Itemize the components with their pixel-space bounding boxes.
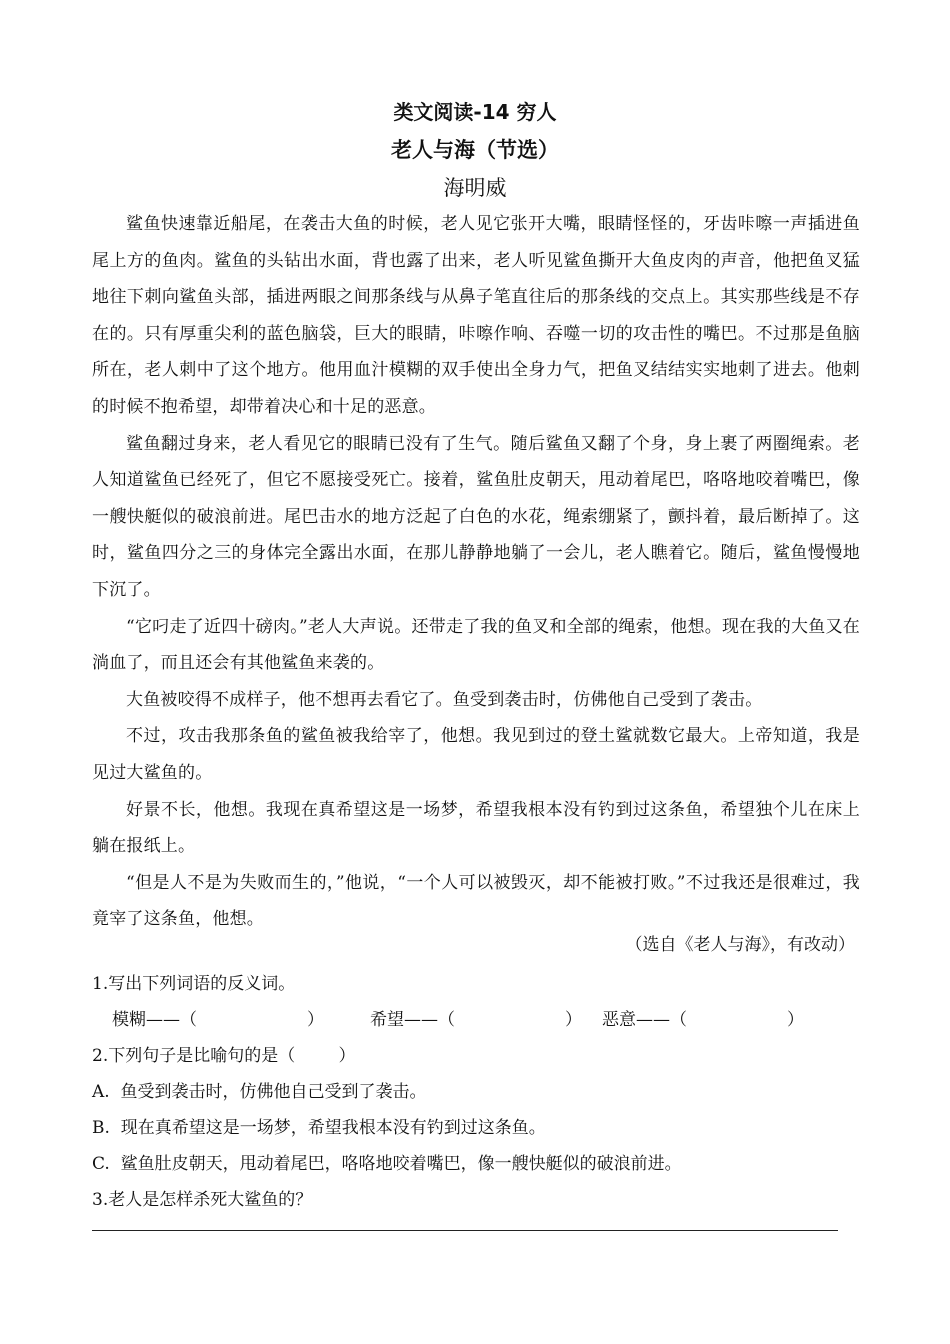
author-name: 海明威 bbox=[443, 176, 507, 200]
antonym-item[interactable]: 恶意——（ ） bbox=[602, 1010, 804, 1030]
option-a[interactable]: A. 鱼受到袭击时，仿佛他自己受到了袭击。 bbox=[92, 1082, 427, 1102]
paragraph: 大鱼被咬得不成样子，他不想再去看它了。鱼受到袭击时，仿佛他自己受到了袭击。 bbox=[126, 689, 763, 710]
antonym-item[interactable]: 希望——（ ） bbox=[370, 1010, 582, 1030]
source-note: （选自《老人与海》，有改动） bbox=[625, 935, 855, 955]
paragraph: “但是人不是为失败而生的，”他说，“一个人可以被毁灭，却不能被打败。”不过我还是很难过，我竟宰了这条鱼，他想。 bbox=[92, 872, 860, 930]
antonym-item[interactable]: 模糊——（ ） bbox=[112, 1010, 324, 1030]
series-title: 类文阅读-14 穷人 bbox=[393, 100, 557, 124]
antonym-blanks bbox=[92, 1002, 860, 1038]
option-b[interactable]: B. 现在真希望这是一场梦，希望我根本没有钓到过这条鱼。 bbox=[92, 1118, 546, 1138]
article-title: 老人与海（节选） bbox=[391, 138, 559, 162]
question-3-prompt: 3.老人是怎样杀死大鲨鱼的？ bbox=[92, 1190, 313, 1210]
paragraph: “它叼走了近四十磅肉。”老人大声说。还带走了我的鱼叉和全部的绳索，他想。现在我的大鱼又在淌血了，而且还会有其他鲨鱼来袭的。 bbox=[92, 616, 860, 674]
answer-line[interactable] bbox=[92, 1230, 838, 1231]
paragraph: 鲨鱼翻过身来，老人看见它的眼睛已没有了生气。随后鲨鱼又翻了个身，身上裹了两圈绳索。老人知道鲨鱼已经死了，但它不愿接受死亡。接着，鲨鱼肚皮朝天，甩动着尾巴，咯咯地咬着嘴巴，像一艘快艇似的破浪前进。尾巴击水的地方泛起了白色的水花，绳索绷紧了，颤抖着，最后断掉了。这时，鲨鱼四分之三的身体完全露出水面，在那儿静静地躺了一会儿，老人瞧着它。随后，鲨鱼慢慢地下沉了。 bbox=[92, 433, 860, 600]
paragraph: 鲨鱼快速靠近船尾，在袭击大鱼的时候，老人见它张开大嘴，眼睛怪怪的，牙齿咔嚓一声插进鱼尾上方的鱼肉。鲨鱼的头钻出水面，背也露了出来，老人听见鲨鱼撕开大鱼皮肉的声音，他把鱼叉猛地往下刺向鲨鱼头部，插进两眼之间那条线与从鼻子笔直往后的那条线的交点上。其实那些线是不存在的。只有厚重尖利的蓝色脑袋，巨大的眼睛，咔嚓作响、吞噬一切的攻击性的嘴巴。不过那是鱼脑所在，老人刺中了这个地方。他用血汁模糊的双手使出全身力气，把鱼叉结结实实地刺了进去。他刺的时候不抱希望，却带着决心和十足的恶意。 bbox=[92, 214, 860, 417]
paragraph: 好景不长，他想。我现在真希望这是一场梦，希望我根本没有钓到过这条鱼，希望独个儿在床上躺在报纸上。 bbox=[92, 799, 860, 857]
reading-passage bbox=[92, 206, 860, 938]
paragraph: 不过，攻击我那条鱼的鲨鱼被我给宰了，他想。我见到过的登土鲨就数它最大。上帝知道，我是见过大鲨鱼的。 bbox=[92, 726, 860, 783]
questions-section bbox=[92, 966, 860, 1218]
question-2-prompt: 2.下列句子是比喻句的是（ ） bbox=[92, 1046, 356, 1066]
question-1-prompt: 1.写出下列词语的反义词。 bbox=[92, 974, 296, 994]
option-c[interactable]: C. 鲨鱼肚皮朝天，甩动着尾巴，咯咯地咬着嘴巴，像一艘快艇似的破浪前进。 bbox=[92, 1154, 682, 1174]
